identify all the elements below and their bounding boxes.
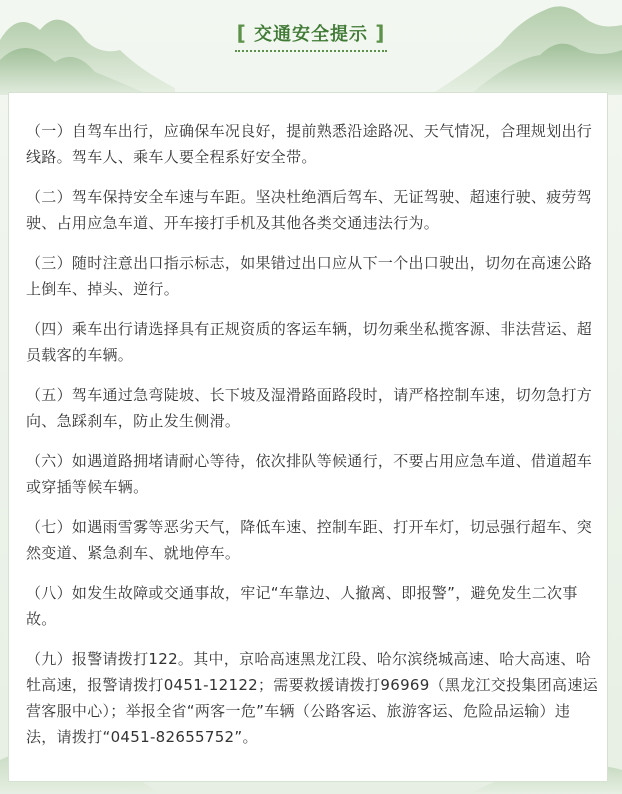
title-underline <box>235 50 388 52</box>
page-title <box>223 18 400 52</box>
title-right-bracket: ] <box>375 21 386 45</box>
header <box>0 18 622 52</box>
tip-paragraph-3: （三）随时注意出口指示标志，如果错过出口应从下一个出口驶出，切勿在高速公路上倒车、掉头、逆行。 <box>26 254 593 298</box>
tip-paragraph-7: （七）如遇雨雪雾等恶劣天气，降低车速、控制车距、打开车灯，切忌强行超车、突然变道、紧急刹车、就地停车。 <box>26 518 593 562</box>
tip-paragraph-6: （六）如遇道路拥堵请耐心等待，依次排队等候通行，不要占用应急车道、借道超车或穿插等候车辆。 <box>26 452 593 496</box>
tip-paragraph-4: （四）乘车出行请选择具有正规资质的客运车辆，切勿乘坐私揽客源、非法营运、超员载客的车辆。 <box>26 320 593 364</box>
tip-paragraph-9: （九）报警请拨打122。其中，京哈高速黑龙江段、哈尔滨绕城高速、哈大高速、哈牡高速，报警请拨打0451-12122；需要救援请拨打96969（黑龙江交投集团高速运营客服中心）；举报全省“两客一危”车辆（公路客运、旅游客运、危险品运输）违法，请拨打“0451-82655752”。 <box>26 650 598 746</box>
tip-paragraph-5: （五）驾车通过急弯陡坡、长下坡及湿滑路面路段时，请严格控制车速，切勿急打方向、急踩刹车，防止发生侧滑。 <box>26 386 593 430</box>
title-left-bracket: [ <box>236 21 247 45</box>
page-title-text: 交通安全提示 <box>254 24 368 45</box>
tip-paragraph-2: （二）驾车保持安全车速与车距。坚决杜绝酒后驾车、无证驾驶、超速行驶、疲劳驾驶、占用应急车道、开车接打手机及其他各类交通违法行为。 <box>26 188 593 232</box>
tip-paragraph-8: （八）如发生故障或交通事故，牢记“车靠边、人撤离、即报警”，避免发生二次事故。 <box>26 584 578 628</box>
tip-paragraph-1: （一）自驾车出行，应确保车况良好，提前熟悉沿途路况、天气情况，合理规划出行线路。驾车人、乘车人要全程系好安全带。 <box>26 122 593 166</box>
tips-list <box>26 118 598 764</box>
